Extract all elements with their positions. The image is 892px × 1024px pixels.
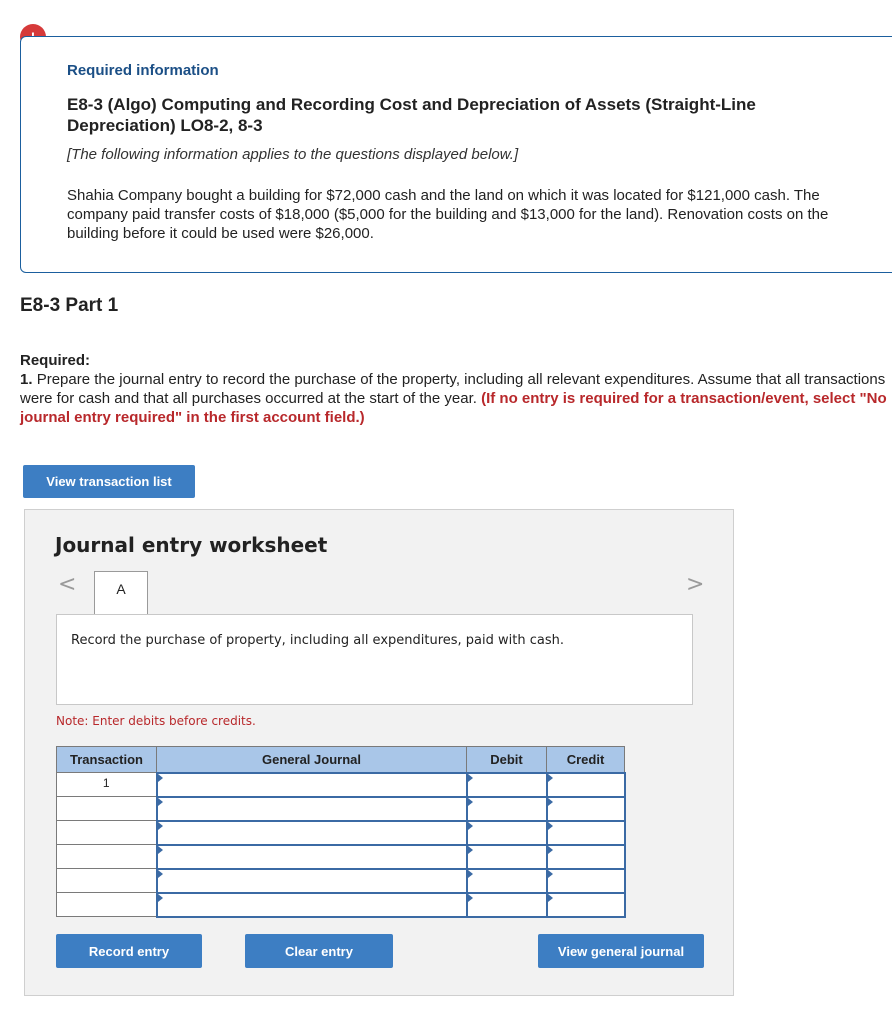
transaction-number — [57, 869, 157, 893]
instruction-text: Record the purchase of property, including all expenditures, paid with cash. — [71, 633, 564, 648]
required-label: Required: — [20, 352, 91, 369]
required-information-heading: Required information — [67, 62, 219, 79]
table-header-row — [57, 747, 625, 773]
applies-note: [The following information applies to the questions displayed below.] — [67, 146, 519, 163]
tab-a[interactable]: A — [94, 571, 148, 615]
column-header-debit: Debit — [467, 747, 547, 773]
table-row — [57, 869, 625, 893]
column-header-general-journal: General Journal — [157, 747, 467, 773]
chevron-right-icon[interactable]: > — [686, 572, 705, 597]
debit-input[interactable] — [467, 797, 547, 821]
journal-table — [56, 746, 626, 918]
required-instructions — [20, 351, 892, 427]
clear-entry-button[interactable]: Clear entry — [245, 934, 393, 968]
debit-input[interactable] — [467, 869, 547, 893]
credit-input[interactable] — [547, 845, 625, 869]
general-journal-input[interactable] — [157, 773, 467, 797]
table-row — [57, 773, 625, 797]
column-header-credit: Credit — [547, 747, 625, 773]
required-information-panel — [20, 36, 892, 273]
debit-credit-note: Note: Enter debits before credits. — [56, 714, 256, 728]
credit-input[interactable] — [547, 893, 625, 917]
credit-input[interactable] — [547, 797, 625, 821]
transaction-number: 1 — [57, 773, 157, 797]
general-journal-input[interactable] — [157, 797, 467, 821]
general-journal-input[interactable] — [157, 821, 467, 845]
general-journal-input[interactable] — [157, 845, 467, 869]
general-journal-input[interactable] — [157, 893, 467, 917]
problem-text: Shahia Company bought a building for $72,000 cash and the land on which it was located for $121,000 cash. The company paid transfer costs of $18,000 ($5,000 for the building and $13,000 for the land). Renovation costs on the building before it could be used were $26,000. — [67, 187, 829, 242]
credit-input[interactable] — [547, 821, 625, 845]
journal-entry-worksheet — [24, 509, 734, 996]
view-general-journal-button[interactable]: View general journal — [538, 934, 704, 968]
transaction-number — [57, 845, 157, 869]
problem-title: E8-3 (Algo) Computing and Recording Cost and Depreciation of Assets (Straight-Line Depreciation) LO8-2, 8-3 — [67, 95, 756, 135]
column-header-transaction: Transaction — [57, 747, 157, 773]
credit-input[interactable] — [547, 869, 625, 893]
part-heading: E8-3 Part 1 — [20, 295, 119, 316]
worksheet-title: Journal entry worksheet — [55, 533, 328, 557]
credit-input[interactable] — [547, 773, 625, 797]
table-row — [57, 845, 625, 869]
debit-input[interactable] — [467, 773, 547, 797]
required-red-note: (If no entry is required for a transaction/event, select "No journal entry required" in the first account field.) — [20, 390, 887, 426]
instruction-box — [56, 614, 693, 705]
required-number: 1. — [20, 371, 33, 388]
view-transaction-list-button[interactable]: View transaction list — [23, 465, 195, 498]
debit-input[interactable] — [467, 821, 547, 845]
table-row — [57, 893, 625, 917]
debit-input[interactable] — [467, 845, 547, 869]
transaction-number — [57, 893, 157, 917]
table-row — [57, 797, 625, 821]
general-journal-input[interactable] — [157, 869, 467, 893]
required-text: Prepare the journal entry to record the purchase of the property, including all relevant expenditures. Assume that all transactions were for cash and that all purchases occurred at the start of the year. — [20, 371, 886, 407]
debit-input[interactable] — [467, 893, 547, 917]
record-entry-button[interactable]: Record entry — [56, 934, 202, 968]
transaction-number — [57, 797, 157, 821]
transaction-number — [57, 821, 157, 845]
chevron-left-icon[interactable]: < — [58, 572, 77, 597]
table-row — [57, 821, 625, 845]
